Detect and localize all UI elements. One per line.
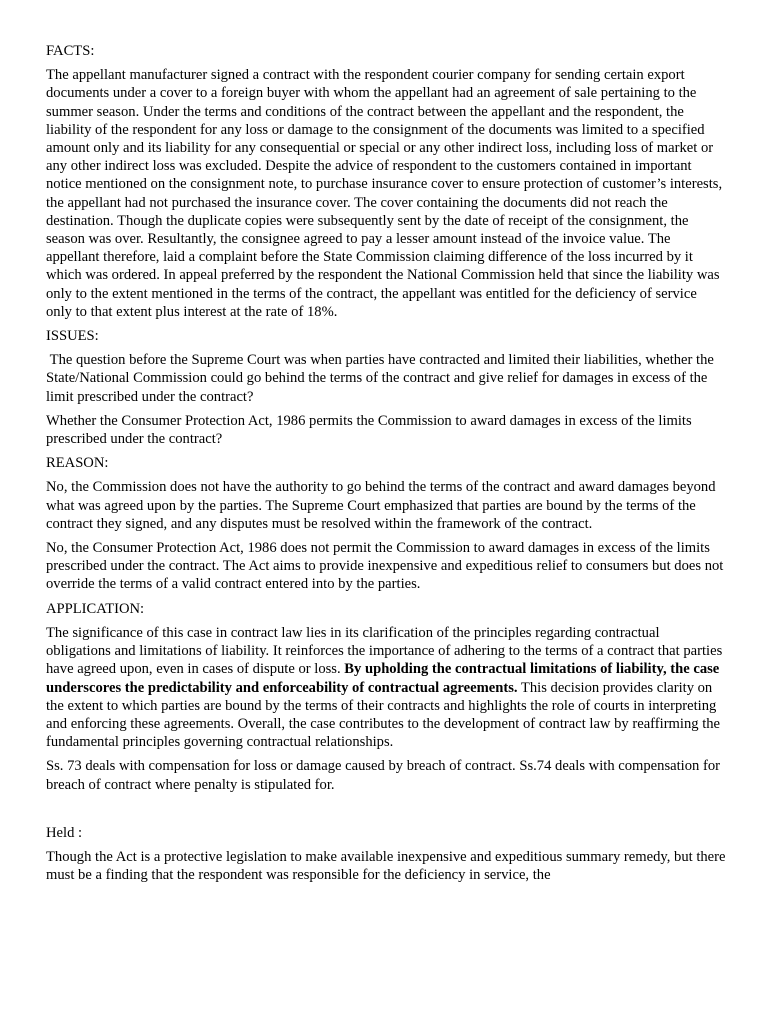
- blank-line: [46, 800, 726, 824]
- application-paragraph: [46, 624, 726, 751]
- application-text-bold: By upholding the contractual limitations of liability, the case underscores the predictability and enforceability of contractual agreements.: [46, 661, 720, 696]
- reason-heading: REASON:: [46, 455, 109, 472]
- issues-paragraph-1: The question before the Supreme Court was when parties have contracted and limited their liabilities, whether the State/National Commission could go behind the terms of the contract and give relief for damages in excess of the limit prescribed under the contract?: [46, 352, 718, 405]
- document-page: [46, 42, 726, 890]
- application-text-before: The significance of this case in contract law lies in its clarification of the principles regarding contractual obligations and limitations of liability. It reinforces the importance of adhering to the terms of a contract that parties have agreed upon, even in cases of dispute or loss.: [46, 624, 726, 678]
- application-heading: APPLICATION:: [46, 600, 145, 617]
- facts-heading: FACTS:: [46, 43, 95, 59]
- issues-paragraph-2: Whether the Consumer Protection Act, 1986 permits the Commission to award damages in excess of the limits prescribed under the contract?: [46, 412, 692, 448]
- application-text-after: This decision provides clarity on the extent to which parties are bound by the terms of their contracts and highlights the role of courts in interpreting and enforcing these agreements. Overall, the case contributes to the development of contract law by reaffirming the fundamental principles governing contractual relationships.: [46, 679, 724, 751]
- facts-paragraph: The appellant manufacturer signed a contract with the respondent courier company for sending certain export documents under a cover to a foreign buyer with whom the appellant had an agreement of sale pertaining to the summer season. Under the terms and conditions of the contract between the appellant and the respondent, the liability of the respondent for any loss or damage to the consignment of the documents was limited to a specified amount only and its liability for any consequential or special or any other indirect loss, including loss of market or any other indirect loss was excluded. Despite the advice of respondent to the customers contained in important notice mentioned on the consignment note, to purchase insurance cover to ensure protection of customer’s interests, the appellant had not purchased the insurance cover. The cover containing the documents did not reach the destination. Though the duplicate copies were subsequently sent by the date of receipt of the consignment, the season was over. Resultantly, the consignee agreed to pay a lesser amount instead of the invoice value. The appellant therefore, laid a complaint before the State Commission claiming difference of the loss incurred by it which was ordered. In appeal preferred by the respondent the National Commission held that since the liability was only to the extent mentioned in the terms of the contract, the appellant was entitled for the deficiency of service only to that extent plus interest at the rate of 18%.: [46, 67, 723, 320]
- reason-paragraph-1: No, the Commission does not have the authority to go behind the terms of the contract and award damages beyond what was agreed upon by the parties. The Supreme Court emphasized that parties are bound by the terms of the contract they signed, and any disputes must be resolved within the framework of the contract.: [46, 479, 716, 532]
- held-heading: Held :: [46, 824, 83, 841]
- reason-paragraph-2: No, the Consumer Protection Act, 1986 does not permit the Commission to award damages in excess of the limits prescribed under the contract. The Act aims to provide inexpensive and expeditious relief to consumers but does not override the terms of a valid contract entered into by the parties.: [46, 540, 724, 593]
- issues-heading: ISSUES:: [46, 328, 99, 345]
- sections-note-paragraph: Ss. 73 deals with compensation for loss or damage caused by breach of contract. Ss.74 deals with compensation for breach of contract where penalty is stipulated for.: [46, 758, 720, 793]
- held-paragraph: Though the Act is a protective legislation to make available inexpensive and expeditious summary remedy, but there must be a finding that the respondent was responsible for the deficiency in service, the: [46, 848, 726, 884]
